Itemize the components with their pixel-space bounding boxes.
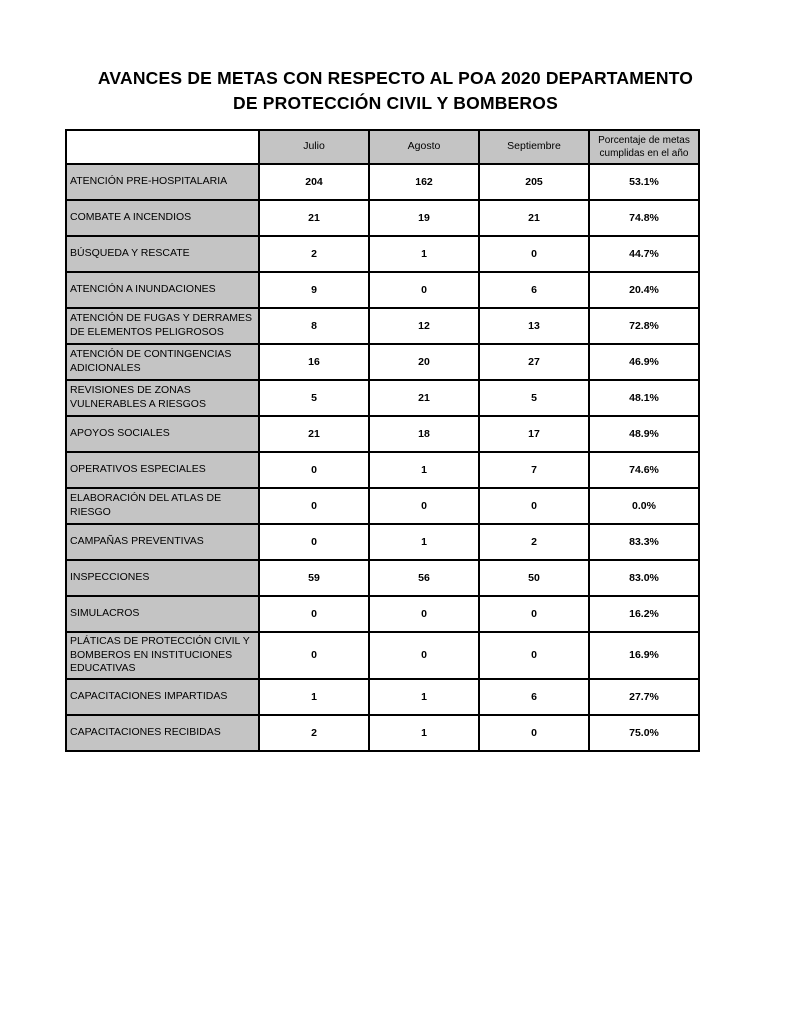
table-row [66,488,699,524]
percent-cell: 83.3% [589,524,699,560]
table-row [66,200,699,236]
value-cell-julio: 0 [259,452,369,488]
percent-cell: 75.0% [589,715,699,751]
value-cell-septiembre: 7 [479,452,589,488]
value-cell-julio: 16 [259,344,369,380]
table-row [66,524,699,560]
row-label-cell: ATENCIÓN A INUNDACIONES [66,272,259,308]
row-label-cell: ATENCIÓN PRE-HOSPITALARIA [66,164,259,200]
percent-cell: 44.7% [589,236,699,272]
value-cell-septiembre: 21 [479,200,589,236]
page-title-line-1: AVANCES DE METAS CON RESPECTO AL POA 2020 DEPARTAMENTO [97,68,694,88]
percent-cell: 16.2% [589,596,699,632]
value-cell-julio: 8 [259,308,369,344]
column-header-porcentaje: Porcentaje de metas cumplidas en el año [589,130,699,164]
row-label-cell: CAPACITACIONES IMPARTIDAS [66,679,259,715]
table-row [66,236,699,272]
row-label-cell: ATENCIÓN DE FUGAS Y DERRAMES DE ELEMENTOS PELIGROSOS [66,308,259,344]
value-cell-julio: 0 [259,596,369,632]
column-header-julio: Julio [259,130,369,164]
percent-cell: 20.4% [589,272,699,308]
table-row [66,272,699,308]
percent-cell: 53.1% [589,164,699,200]
value-cell-septiembre: 27 [479,344,589,380]
percent-cell: 72.8% [589,308,699,344]
table-row [66,679,699,715]
table-row [66,632,699,679]
value-cell-agosto: 18 [369,416,479,452]
value-cell-septiembre: 0 [479,596,589,632]
value-cell-agosto: 0 [369,272,479,308]
table-row [66,452,699,488]
value-cell-agosto: 1 [369,679,479,715]
value-cell-septiembre: 13 [479,308,589,344]
table-row [66,560,699,596]
value-cell-julio: 204 [259,164,369,200]
percent-cell: 48.1% [589,380,699,416]
percent-cell: 16.9% [589,632,699,679]
row-label-cell: APOYOS SOCIALES [66,416,259,452]
table-container [65,129,791,752]
value-cell-agosto: 0 [369,632,479,679]
table-row [66,344,699,380]
value-cell-septiembre: 0 [479,488,589,524]
value-cell-julio: 59 [259,560,369,596]
row-label-cell: OPERATIVOS ESPECIALES [66,452,259,488]
page-title [55,66,736,116]
row-label-cell: SIMULACROS [66,596,259,632]
value-cell-julio: 21 [259,416,369,452]
value-cell-septiembre: 6 [479,272,589,308]
row-label-cell: INSPECCIONES [66,560,259,596]
value-cell-septiembre: 205 [479,164,589,200]
value-cell-agosto: 0 [369,596,479,632]
table-row [66,596,699,632]
value-cell-julio: 5 [259,380,369,416]
row-label-cell: BÚSQUEDA Y RESCATE [66,236,259,272]
table-row [66,164,699,200]
percent-cell: 46.9% [589,344,699,380]
value-cell-julio: 0 [259,488,369,524]
table-row [66,380,699,416]
table-row [66,416,699,452]
row-label-cell: CAPACITACIONES RECIBIDAS [66,715,259,751]
percent-cell: 83.0% [589,560,699,596]
value-cell-julio: 9 [259,272,369,308]
value-cell-julio: 2 [259,715,369,751]
value-cell-septiembre: 17 [479,416,589,452]
table-row [66,308,699,344]
percent-cell: 0.0% [589,488,699,524]
value-cell-septiembre: 0 [479,236,589,272]
header-row [66,130,699,164]
value-cell-agosto: 162 [369,164,479,200]
table-row [66,715,699,751]
value-cell-septiembre: 2 [479,524,589,560]
value-cell-septiembre: 0 [479,632,589,679]
row-label-cell: COMBATE A INCENDIOS [66,200,259,236]
row-label-cell: ATENCIÓN DE CONTINGENCIAS ADICIONALES [66,344,259,380]
value-cell-agosto: 0 [369,488,479,524]
blank-corner-cell [66,130,259,164]
value-cell-agosto: 20 [369,344,479,380]
value-cell-julio: 0 [259,632,369,679]
percent-cell: 74.8% [589,200,699,236]
value-cell-julio: 2 [259,236,369,272]
value-cell-julio: 21 [259,200,369,236]
value-cell-agosto: 1 [369,715,479,751]
value-cell-agosto: 56 [369,560,479,596]
percent-cell: 48.9% [589,416,699,452]
row-label-cell: PLÁTICAS DE PROTECCIÓN CIVIL Y BOMBEROS EN INSTITUCIONES EDUCATIVAS [66,632,259,679]
value-cell-agosto: 1 [369,524,479,560]
row-label-cell: CAMPAÑAS PREVENTIVAS [66,524,259,560]
poa-goals-table [65,129,700,752]
value-cell-julio: 1 [259,679,369,715]
value-cell-agosto: 1 [369,236,479,272]
value-cell-agosto: 21 [369,380,479,416]
row-label-cell: REVISIONES DE ZONAS VULNERABLES A RIESGOS [66,380,259,416]
percent-cell: 27.7% [589,679,699,715]
value-cell-julio: 0 [259,524,369,560]
value-cell-agosto: 19 [369,200,479,236]
value-cell-agosto: 12 [369,308,479,344]
value-cell-agosto: 1 [369,452,479,488]
column-header-septiembre: Septiembre [479,130,589,164]
value-cell-septiembre: 0 [479,715,589,751]
column-header-agosto: Agosto [369,130,479,164]
value-cell-septiembre: 5 [479,380,589,416]
value-cell-septiembre: 6 [479,679,589,715]
value-cell-septiembre: 50 [479,560,589,596]
row-label-cell: ELABORACIÓN DEL ATLAS DE RIESGO [66,488,259,524]
percent-cell: 74.6% [589,452,699,488]
page-title-line-2: DE PROTECCIÓN CIVIL Y BOMBEROS [233,93,558,113]
